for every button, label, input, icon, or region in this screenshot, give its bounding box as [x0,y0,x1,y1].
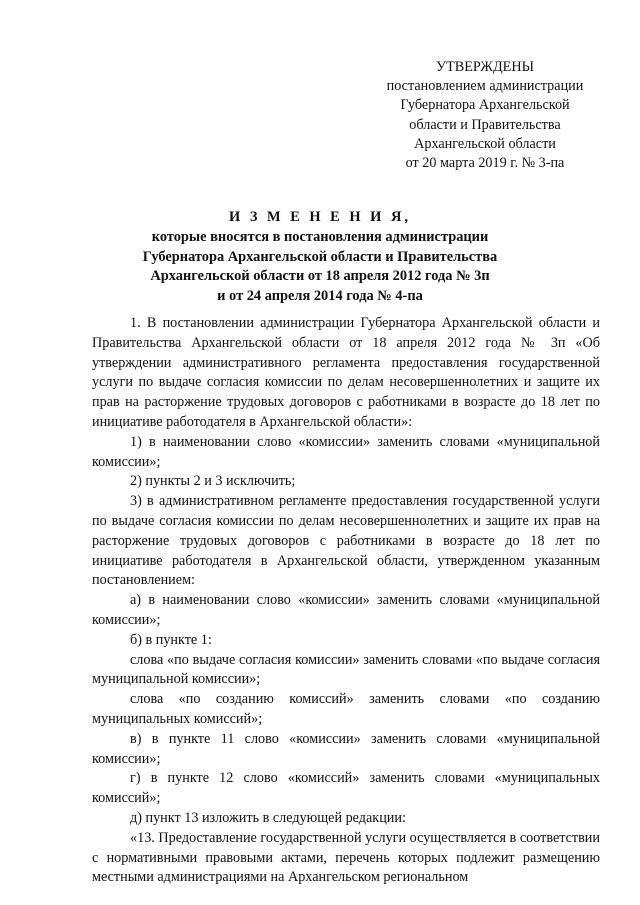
paragraph: б) в пункте 1: [130,631,212,648]
approval-stamp [370,58,600,173]
approval-line: постановлением администрации [386,78,584,95]
approval-line: Губернатора Архангельской [400,97,570,114]
paragraph: д) пункт 13 изложить в следующей редакции: [130,809,406,826]
document-body [92,314,600,888]
title-line: и от 24 апреля 2014 года № 4-па [217,288,423,305]
approval-line: Архангельской области [414,135,556,152]
approval-line: области и Правительства [409,116,561,133]
title-line: которые вносятся в постановления администрации [151,228,489,245]
approval-line: УТВЕРЖДЕНЫ [436,59,534,75]
paragraph: 3) в административном регламенте предоставления государственной услуги по выдаче согласия комиссии по делам несовершеннолетних и защите их прав на расторжение трудовых договоров с работниками в возрасте до 18 лет по инициативе работодателя в Архангельской области, утвержденном указанным постановлением: [92,493,600,589]
paragraph: в) в пункте 11 слово «комиссии» заменить словами «муниципальной комиссии»; [92,730,600,767]
title-line: Губернатора Архангельской области и Правительства [142,248,498,265]
paragraph: 1. В постановлении администрации Губернатора Архангельской области и Правительства Архангельской области от 18 апреля 2012 года № 3п «Об утверждении административного регламента предоставления государственной услуги по выдаче согласия комиссии по делам несовершеннолетних и защите их прав на расторжение трудовых договоров с работниками в возрасте до 18 лет по инициативе работодателя в Архангельской области»: [92,315,600,430]
paragraph: слова «по созданию комиссий» заменить словами «по созданию муниципальных комиссий»; [92,691,600,727]
document-title [100,208,540,307]
title-heading: И З М Е Н Е Н И Я, [229,209,411,225]
paragraph: слова «по выдаче согласия комиссии» заменить словами «по выдаче согласия муниципальной комиссии»; [92,651,600,688]
approval-line: от 20 марта 2019 г. № 3-па [405,155,565,172]
paragraph: 2) пункты 2 и 3 исключить; [130,473,296,490]
paragraph: «13. Предоставление государственной услуги осуществляется в соответствии с нормативными правовыми актами, перечень которых подлежит размещению местными администрациями на Архангельском региональном [92,829,600,886]
paragraph: 1) в наименовании слово «комиссии» заменить словами «муниципальной комиссии»; [92,433,600,470]
paragraph: г) в пункте 12 слово «комиссий» заменить словами «муниципальных комиссий»; [92,770,600,807]
paragraph: а) в наименовании слово «комиссии» заменить словами «муниципальной комиссии»; [92,592,600,628]
title-line: Архангельской области от 18 апреля 2012 года № 3п [150,268,490,285]
